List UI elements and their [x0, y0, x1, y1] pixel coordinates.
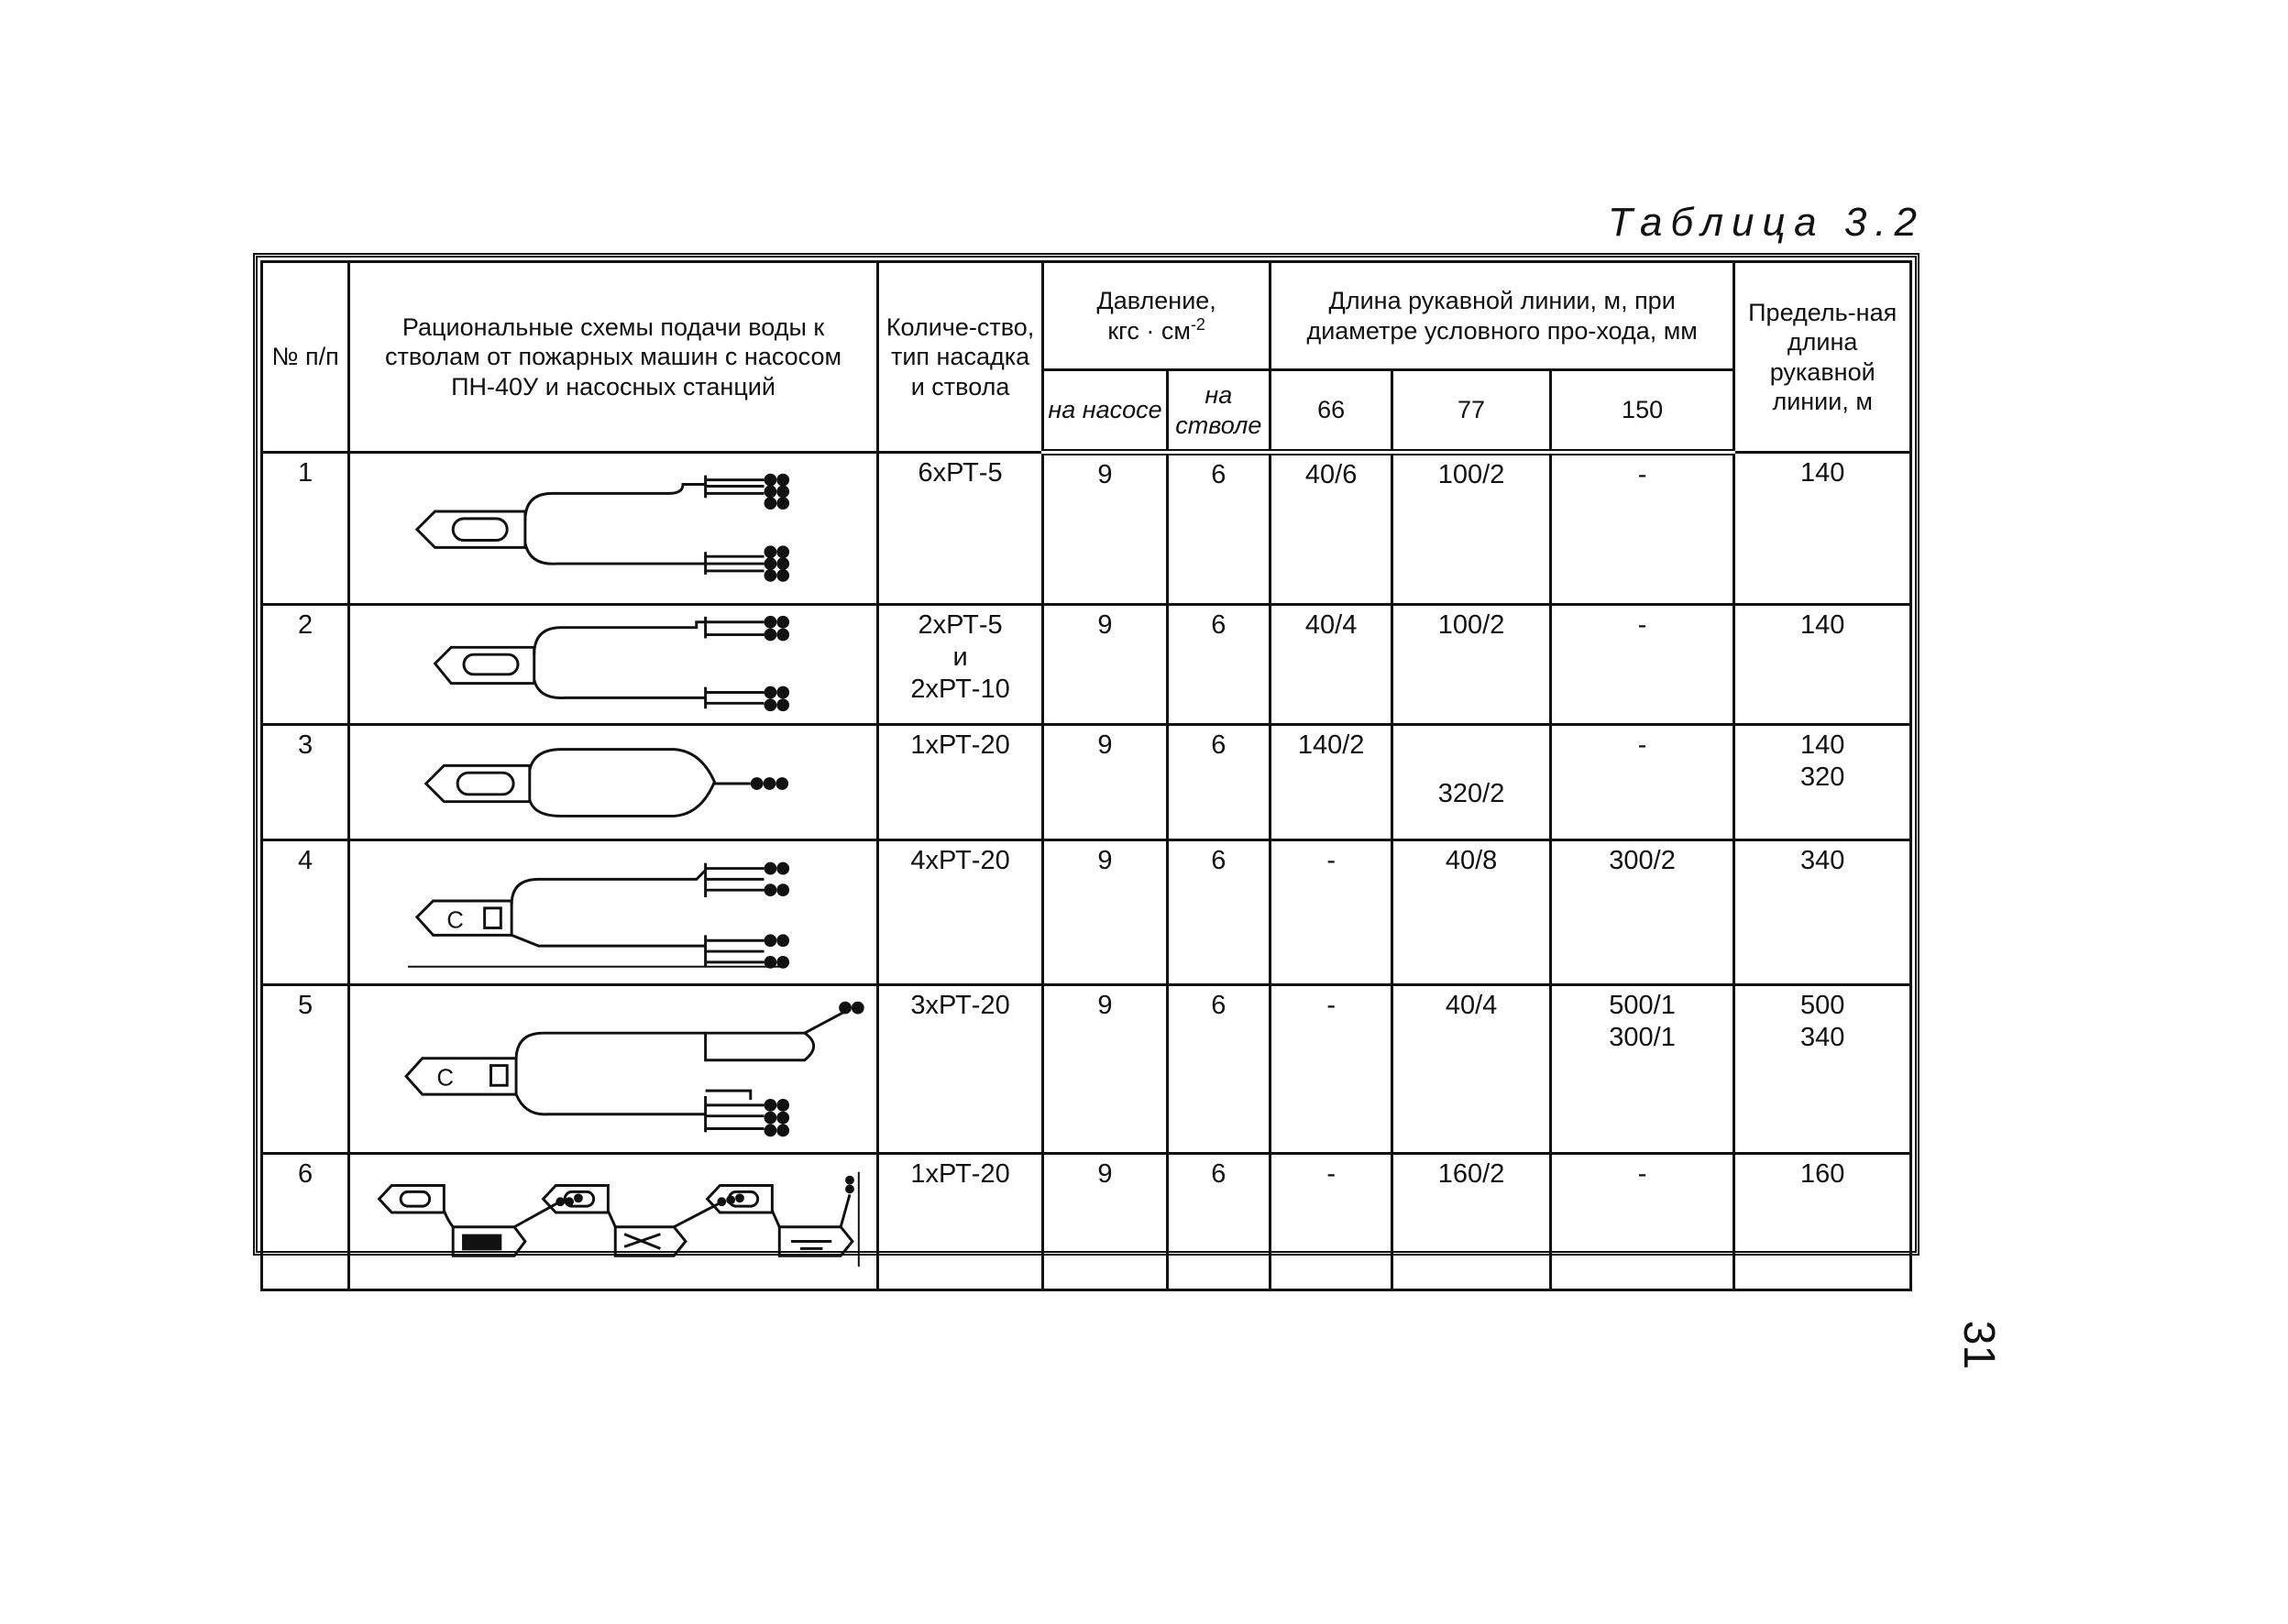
quantity-line: 2хРТ-10	[910, 675, 1010, 704]
scheme-diagram-6	[349, 1154, 878, 1290]
length-77-cell: 40/8	[1392, 839, 1550, 985]
max-length-cell	[1734, 725, 1911, 839]
header-pressure-label: Давление,	[1096, 286, 1216, 314]
quantity-cell	[877, 839, 1042, 985]
length-150-cell	[1550, 1154, 1734, 1290]
max-length-line: 340	[1799, 845, 1845, 875]
pressure-nozzle-cell: 6	[1167, 839, 1270, 985]
pressure-pump-cell: 9	[1043, 1154, 1167, 1290]
table-frame	[253, 253, 1920, 1256]
length-150-line: -	[1637, 730, 1647, 761]
length-66-cell: 40/6	[1270, 453, 1392, 605]
length-150-cell	[1550, 839, 1734, 985]
quantity-line: 6хРТ-5	[918, 458, 1003, 488]
scheme-diagram-3	[349, 725, 878, 839]
row-number: 6	[262, 1154, 349, 1290]
header-length: Длина рукавной линии, м, при диаметре условного про-хода, мм	[1270, 262, 1733, 370]
header-diameter-66: 66	[1270, 370, 1392, 453]
max-length-line: 140	[1799, 730, 1845, 761]
length-66-cell: -	[1270, 985, 1392, 1154]
row-number: 1	[262, 453, 349, 605]
length-77-cell: 100/2	[1392, 453, 1550, 605]
header-diameter-150: 150	[1550, 370, 1734, 453]
length-77-cell: 320/2	[1392, 725, 1550, 839]
length-150-line: 500/1	[1609, 991, 1676, 1021]
table-row	[262, 725, 1911, 839]
quantity-cell	[877, 725, 1042, 839]
table-row	[262, 453, 1911, 605]
length-77-cell: 40/4	[1392, 985, 1550, 1154]
table-row	[262, 839, 1911, 985]
length-66-cell: -	[1270, 839, 1392, 985]
pressure-nozzle-cell: 6	[1167, 453, 1270, 605]
header-pressure-unit: кгс · см	[1107, 317, 1191, 345]
header-quantity: Количе-ство, тип насадка и ствола	[877, 262, 1042, 453]
hose-scheme-6	[354, 1158, 873, 1285]
max-length-cell	[1734, 605, 1911, 725]
header-pressure	[1043, 262, 1270, 370]
pressure-pump-cell: 9	[1043, 985, 1167, 1154]
quantity-line: 1хРТ-20	[910, 730, 1010, 761]
max-length-line: 140	[1799, 458, 1845, 488]
length-150-line: -	[1637, 1159, 1647, 1190]
length-150-cell	[1550, 725, 1734, 839]
pressure-nozzle-cell: 6	[1167, 985, 1270, 1154]
header-max-length: Предель-ная длина рукавной линии, м	[1734, 262, 1911, 453]
quantity-cell	[877, 605, 1042, 725]
pressure-pump-cell: 9	[1043, 839, 1167, 985]
length-66-cell: 40/4	[1270, 605, 1392, 725]
hose-scheme-5	[354, 990, 873, 1148]
header-pressure-exponent: -2	[1190, 315, 1205, 334]
hose-scheme-2	[354, 609, 873, 719]
scheme-diagram-4	[349, 839, 878, 985]
max-length-cell	[1734, 985, 1911, 1154]
quantity-cell	[877, 985, 1042, 1154]
header-pressure-pump: на насосе	[1043, 370, 1167, 453]
hose-scheme-1	[354, 457, 873, 599]
max-length-cell	[1734, 839, 1911, 985]
pressure-pump-cell: 9	[1043, 725, 1167, 839]
quantity-line: 3хРТ-20	[910, 991, 1010, 1021]
header-scheme: Рациональные схемы подачи воды к стволам от пожарных машин с насосом ПН-40У и насосных станций	[349, 262, 878, 453]
length-150-line: 300/2	[1609, 845, 1676, 875]
quantity-cell	[877, 453, 1042, 605]
station-label: С	[436, 1065, 455, 1092]
max-length-cell	[1734, 1154, 1911, 1290]
scheme-diagram-5	[349, 985, 878, 1154]
length-66-cell: 140/2	[1270, 725, 1392, 839]
quantity-line: 2хРТ-5	[918, 610, 1003, 641]
pressure-nozzle-cell: 6	[1167, 725, 1270, 839]
table-row	[262, 985, 1911, 1154]
row-number: 3	[262, 725, 349, 839]
length-66-cell: -	[1270, 1154, 1392, 1290]
length-150-line: -	[1637, 610, 1647, 641]
header-number: № п/п	[262, 262, 349, 453]
max-length-line: 140	[1799, 610, 1845, 641]
max-length-line: 340	[1799, 1022, 1845, 1052]
scheme-diagram-2	[349, 605, 878, 725]
length-150-line: 300/1	[1609, 1022, 1676, 1052]
station-label: С	[446, 906, 465, 933]
pressure-pump-cell: 9	[1043, 453, 1167, 605]
table-caption: Таблица 3.2	[1608, 200, 1925, 245]
max-length-line: 320	[1799, 763, 1845, 793]
length-77-cell: 100/2	[1392, 605, 1550, 725]
table-row	[262, 1154, 1911, 1290]
length-77-cell: 160/2	[1392, 1154, 1550, 1290]
row-number: 4	[262, 839, 349, 985]
length-150-line: -	[1637, 460, 1647, 489]
length-150-cell	[1550, 985, 1734, 1154]
hose-scheme-3	[354, 730, 873, 834]
scheme-diagram-1	[349, 453, 878, 605]
quantity-line: 1хРТ-20	[910, 1159, 1010, 1190]
quantity-line: 4хРТ-20	[910, 845, 1010, 875]
quantity-cell	[877, 1154, 1042, 1290]
max-length-cell	[1734, 453, 1911, 605]
row-number: 5	[262, 985, 349, 1154]
max-length-line: 160	[1799, 1159, 1845, 1190]
header-pressure-nozzle: на стволе	[1167, 370, 1270, 453]
header-diameter-77: 77	[1392, 370, 1550, 453]
pressure-nozzle-cell: 6	[1167, 1154, 1270, 1290]
max-length-line: 500	[1799, 991, 1845, 1021]
pressure-nozzle-cell: 6	[1167, 605, 1270, 725]
quantity-line: и	[952, 642, 968, 673]
table-row	[262, 605, 1911, 725]
hose-scheme-4	[354, 845, 873, 981]
length-150-cell	[1550, 453, 1734, 605]
water-supply-table	[260, 260, 1912, 1291]
page-number: 31	[1954, 1320, 2004, 1370]
row-number: 2	[262, 605, 349, 725]
pressure-pump-cell: 9	[1043, 605, 1167, 725]
length-150-cell	[1550, 605, 1734, 725]
